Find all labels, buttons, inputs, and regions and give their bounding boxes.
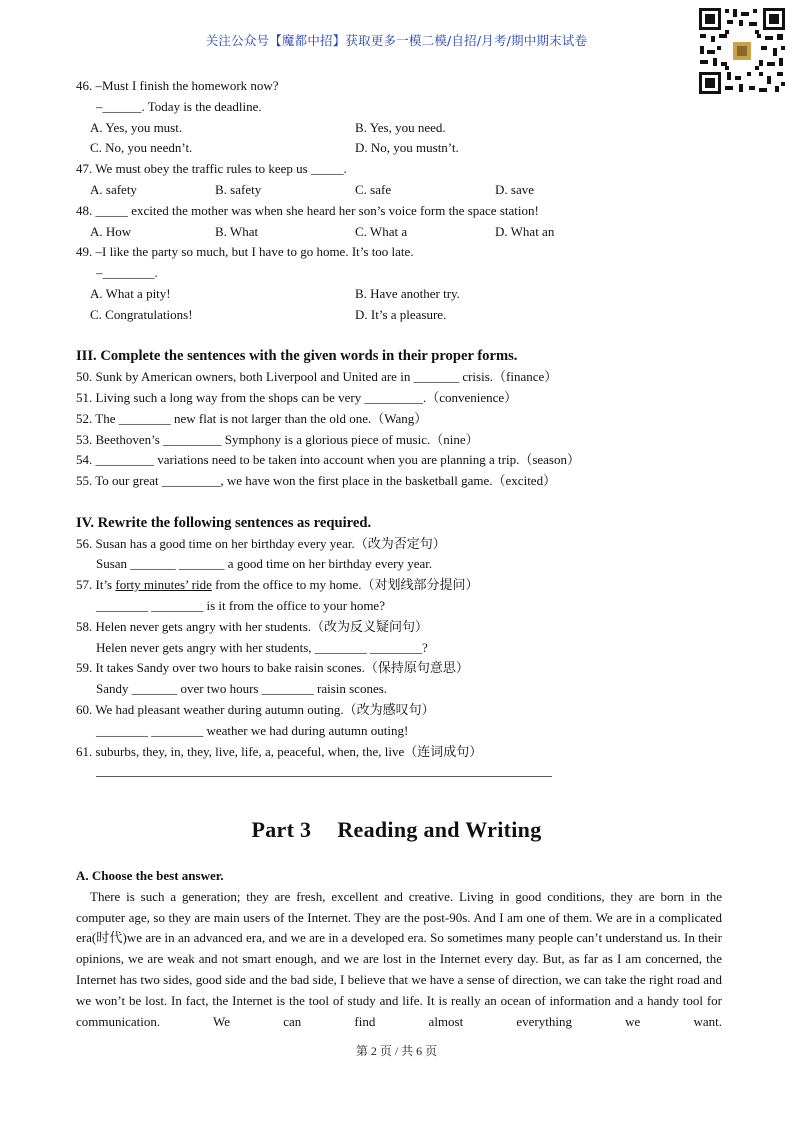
q46-options-ab <box>76 118 726 139</box>
q49-option-a: A. What a pity! <box>90 285 171 301</box>
q58-answer: Helen never gets angry with her students, ________ ________? <box>96 639 428 655</box>
q56-answer: Susan _______ _______ a good time on her birthday every year. <box>96 556 433 572</box>
q46-reply: –______. Today is the deadline. <box>96 98 262 114</box>
reading-a-title: A. Choose the best answer. <box>76 868 224 883</box>
q57-suffix: from the office to my home.（对划线部分提问） <box>211 577 479 593</box>
q57-prefix: 57. It’s <box>76 577 116 593</box>
reading-passage: There is such a generation; they are fresh, excellent and creative. Living in good conditions, they are born in the computer age, so they are main users of the Internet. They are the post-90s. And I am one of them. We are in a complicated era(时代)we are in an advanced era, and we are in a developed era. So sometimes many people can’t understand us. In their opinions, we are weak and not smart enough, and we are lost in the Internet every day. But, as far as I am concerned, the Internet has two sides, good side and the bad side, I believe that we have a sense of direction, we can take the right road and we won’t be lost. In fact, the Internet is the tool of study and life. It is really an ocean of information and a handy tool for communication. We can find almost everything we want. <box>76 888 722 1029</box>
question-56: 56. Susan has a good time on her birthday every year.（改为否定句） <box>76 535 446 551</box>
question-60: 60. We had pleasant weather during autumn outing.（改为感叹句） <box>76 701 435 717</box>
q48-option-a: A. How <box>90 223 132 239</box>
section-4-title: IV. Rewrite the following sentences as required. <box>76 514 372 531</box>
question-47: 47. We must obey the traffic rules to keep us _____. <box>76 161 347 177</box>
question-46: 46. –Must I finish the homework now? <box>76 78 279 93</box>
question-55: 55. To our great _________, we have won the first place in the basketball game.（excited） <box>76 473 557 489</box>
part-number: Part 3 <box>251 817 312 842</box>
question-54: 54. _________ variations need to be taken into account when you are planning a trip.（season） <box>76 452 580 468</box>
q57-underlined: forty minutes’ ride <box>115 577 212 593</box>
q47-option-b: B. safety <box>215 181 262 197</box>
page-footer: 第 2 页 / 共 6 页 <box>355 1044 438 1058</box>
q49-reply: –________. <box>96 265 158 281</box>
promo-banner: 关注公众号【魔都中招】获取更多一模二模/自招/月考/期中期末试卷 <box>205 33 588 48</box>
q46-option-a: A. Yes, you must. <box>90 119 183 135</box>
q48-option-c: C. What a <box>355 223 408 239</box>
q49-options-ab <box>76 284 726 305</box>
question-61: 61. suburbs, they, in, they, live, life, a, peaceful, when, the, live（连词成句） <box>76 743 483 759</box>
q47-options <box>76 180 726 201</box>
question-58: 58. Helen never gets angry with her students.（改为反义疑问句） <box>76 618 429 634</box>
q46-option-b: B. Yes, you need. <box>355 119 446 135</box>
q46-option-d: D. No, you mustn’t. <box>355 140 459 156</box>
q47-option-a: A. safety <box>90 181 137 197</box>
q46-option-c: C. No, you needn’t. <box>90 140 193 156</box>
question-50: 50. Sunk by American owners, both Liverpool and United are in _______ crisis.（finance） <box>76 369 558 385</box>
q49-option-c: C. Congratulations! <box>90 306 193 322</box>
q49-options-cd <box>76 305 726 326</box>
question-59: 59. It takes Sandy over two hours to bake raisin scones.（保持原句意思） <box>76 660 469 676</box>
exam-questions <box>76 76 726 777</box>
q60-answer: ________ ________ weather we had during autumn outing! <box>96 722 409 738</box>
part-name: Reading and Writing <box>337 817 542 842</box>
q48-option-d: D. What an <box>495 223 555 239</box>
q57-answer: ________ ________ is it from the office to your home? <box>96 597 385 613</box>
q49-option-b: B. Have another try. <box>355 285 460 301</box>
q46-options-cd <box>76 138 726 159</box>
q48-options <box>76 222 726 243</box>
q47-option-c: C. safe <box>355 181 392 197</box>
reading-section <box>76 866 722 1032</box>
question-49: 49. –I like the party so much, but I have to go home. It’s too late. <box>76 244 414 260</box>
section-3-title: III. Complete the sentences with the given words in their proper forms. <box>76 348 518 365</box>
question-52: 52. The ________ new flat is not larger than the old one.（Wang） <box>76 410 428 426</box>
question-53: 53. Beethoven’s _________ Symphony is a glorious piece of music.（nine） <box>76 431 479 447</box>
question-51: 51. Living such a long way from the shops can be very _________.（convenience） <box>76 389 518 405</box>
q59-answer: Sandy _______ over two hours ________ raisin scones. <box>96 681 388 697</box>
question-57 <box>76 575 726 596</box>
question-48: 48. _____ excited the mother was when she heard her son’s voice form the space station! <box>76 202 539 218</box>
part-3-title <box>0 817 793 843</box>
q48-option-b: B. What <box>215 223 259 239</box>
q61-answer-line <box>96 776 552 777</box>
q47-option-d: D. save <box>495 181 534 197</box>
q49-option-d: D. It’s a pleasure. <box>355 306 447 322</box>
